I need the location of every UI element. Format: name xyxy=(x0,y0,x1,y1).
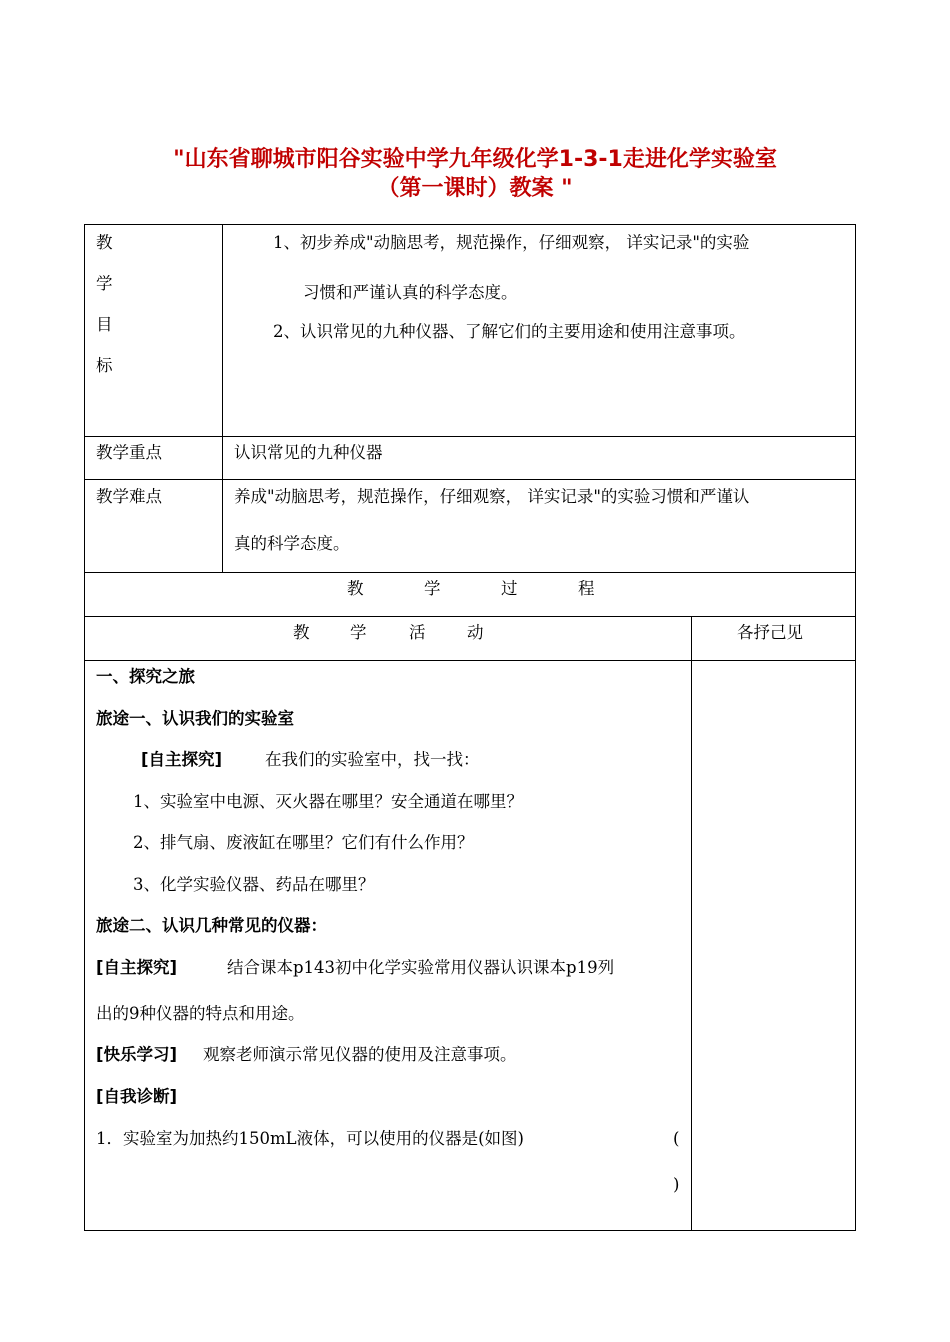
activity-header-char: 动 xyxy=(467,623,484,642)
question-item: 1、实验室中电源、灭火器在哪里？安全通道在哪里？ xyxy=(133,792,523,811)
journey-heading: 旅途一、认识我们的实验室 xyxy=(96,709,294,728)
diagnosis-question: 1．实验室为加热约150mL液体，可以使用的仪器是(如图) xyxy=(96,1129,524,1148)
objectives-label-char: 标 xyxy=(96,356,113,375)
answer-paren-open: ( xyxy=(673,1129,680,1148)
row-divider xyxy=(85,572,855,573)
explore-text: 结合课本p143初中化学实验常用仪器认识课本p19列 xyxy=(227,958,615,977)
section-heading: 一、探究之旅 xyxy=(96,667,195,686)
happy-learning-label: [快乐学习] xyxy=(96,1045,178,1064)
process-header-char: 过 xyxy=(501,579,518,598)
objective-item-2: 2、认识常见的九种仪器、了解它们的主要用途和使用注意事项。 xyxy=(273,322,746,341)
objectives-label-char: 学 xyxy=(96,274,113,293)
explore-text-cont: 出的9种仪器的特点和用途。 xyxy=(96,1004,305,1023)
process-header-char: 学 xyxy=(424,579,441,598)
process-header-char: 程 xyxy=(578,579,595,598)
objectives-label-char: 教 xyxy=(96,233,113,252)
row-divider xyxy=(85,479,855,480)
key-point-content: 认识常见的九种仪器 xyxy=(234,443,383,462)
lesson-plan-table xyxy=(84,224,856,1231)
row-divider xyxy=(85,660,855,661)
row-divider xyxy=(85,616,855,617)
self-diagnosis-label: [自我诊断] xyxy=(96,1087,178,1106)
happy-learning-text: 观察老师演示常见仪器的使用及注意事项。 xyxy=(203,1045,517,1064)
document-title-line2: （第一课时）教案 " xyxy=(377,176,573,201)
journey-heading: 旅途二、认识几种常见的仪器： xyxy=(96,916,327,935)
activity-header-char: 活 xyxy=(409,623,426,642)
question-item: 3、化学实验仪器、药品在哪里？ xyxy=(133,875,375,894)
objective-item-1-cont: 习惯和严谨认真的科学态度。 xyxy=(303,283,518,302)
objectives-label-char: 目 xyxy=(96,315,113,334)
row-divider xyxy=(85,436,855,437)
activity-header-char: 学 xyxy=(350,623,367,642)
explore-label: [自主探究] xyxy=(141,750,223,769)
notes-header: 各抒己见 xyxy=(737,623,803,642)
answer-paren-close: ) xyxy=(673,1175,680,1194)
key-point-label: 教学重点 xyxy=(96,443,162,462)
activity-header-char: 教 xyxy=(293,623,310,642)
question-item: 2、排气扇、废液缸在哪里？它们有什么作用？ xyxy=(133,833,474,852)
notes-column-divider xyxy=(691,616,692,1231)
explore-text: 在我们的实验室中，找一找： xyxy=(265,750,480,769)
difficulty-label: 教学难点 xyxy=(96,487,162,506)
label-column-divider xyxy=(222,225,223,572)
objective-item-1: 1、初步养成"动脑思考，规范操作，仔细观察， 详实记录"的实验 xyxy=(273,233,750,252)
process-header-char: 教 xyxy=(347,579,364,598)
difficulty-content-line2: 真的科学态度。 xyxy=(234,534,350,553)
explore-label: [自主探究] xyxy=(96,958,178,977)
document-title-line1: "山东省聊城市阳谷实验中学九年级化学1-3-1走进化学实验室 xyxy=(173,147,777,172)
difficulty-content-line1: 养成"动脑思考，规范操作，仔细观察， 详实记录"的实验习惯和严谨认 xyxy=(234,487,750,506)
